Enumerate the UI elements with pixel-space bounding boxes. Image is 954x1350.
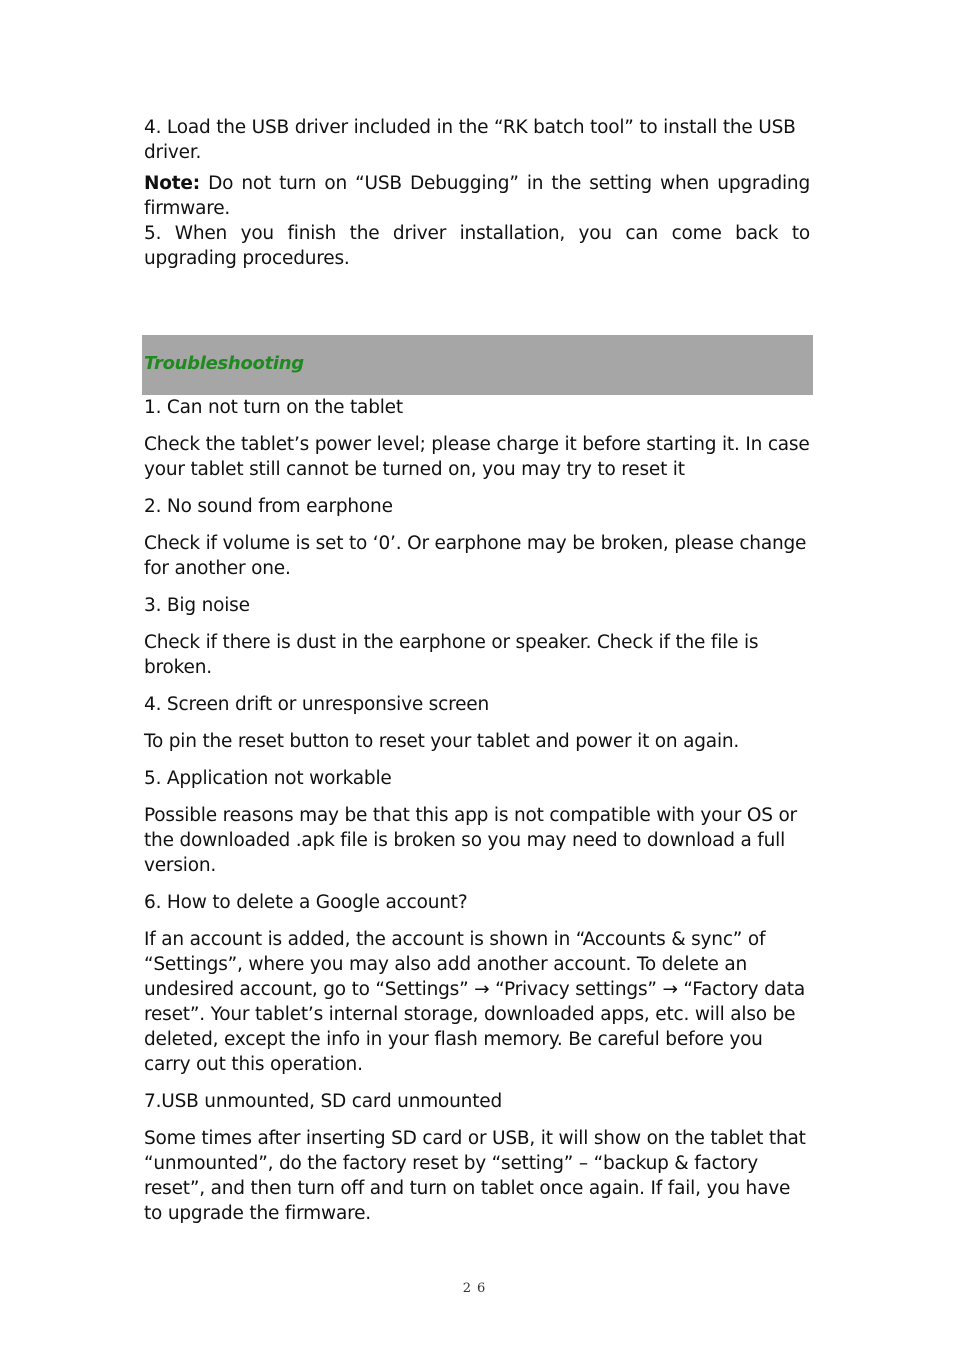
troubleshooting-answer: Check if volume is set to ‘0’. Or earphone may be broken, please change for another one.	[144, 533, 807, 579]
troubleshooting-question: 6. How to delete a Google account?	[144, 892, 468, 913]
troubleshooting-question: 5. Application not workable	[144, 768, 392, 789]
intro-note	[144, 171, 810, 221]
troubleshooting-item	[144, 395, 812, 482]
troubleshooting-answer: If an account is added, the account is shown in “Accounts & sync” of “Settings”, where you may also add another account. To delete an undesired account, go to “Settings” → “Privacy settings” → “Factory data reset”. Your tablet’s internal storage, downloaded apps, etc. will also be deleted, except the info in your flash memory. Be careful before you carry out this operation.	[144, 929, 805, 1075]
intro-step-4: 4. Load the USB driver included in the “RK batch tool” to install the USB driver.	[144, 117, 796, 163]
troubleshooting-question: 1. Can not turn on the tablet	[144, 397, 403, 418]
troubleshooting-answer: Possible reasons may be that this app is not compatible with your OS or the downloaded .apk file is broken so you may need to download a full version.	[144, 805, 797, 876]
section-header-bar	[142, 335, 813, 395]
troubleshooting-item	[144, 766, 812, 878]
troubleshooting-question: 3. Big noise	[144, 595, 250, 616]
note-label: Note:	[144, 173, 200, 194]
troubleshooting-question: 2. No sound from earphone	[144, 496, 393, 517]
section-title: Troubleshooting	[144, 353, 304, 374]
troubleshooting-answer: Check the tablet’s power level; please charge it before starting it. In case your tablet still cannot be turned on, you may try to reset it	[144, 434, 810, 480]
intro-block	[144, 115, 810, 271]
troubleshooting-answer: Check if there is dust in the earphone or speaker. Check if the file is broken.	[144, 632, 759, 678]
troubleshooting-answer: To pin the reset button to reset your tablet and power it on again.	[144, 731, 740, 752]
troubleshooting-item	[144, 692, 812, 754]
note-text: Do not turn on “USB Debugging” in the setting when upgrading firmware.	[144, 173, 810, 219]
troubleshooting-item	[144, 494, 812, 581]
troubleshooting-item	[144, 1089, 812, 1226]
troubleshooting-answer: Some times after inserting SD card or USB, it will show on the tablet that “unmounted”, do the factory reset by “setting” – “backup & factory reset”, and then turn off and turn on tablet once again. If fail, you have to upgrade the firmware.	[144, 1128, 806, 1224]
intro-step-5: 5. When you finish the driver installation, you can come back to upgrading procedures.	[144, 223, 810, 269]
troubleshooting-item	[144, 890, 812, 1077]
page-number: 26	[462, 1281, 492, 1296]
troubleshooting-list	[144, 395, 812, 1226]
troubleshooting-item	[144, 593, 812, 680]
troubleshooting-question: 4. Screen drift or unresponsive screen	[144, 694, 489, 715]
troubleshooting-question: 7.USB unmounted, SD card unmounted	[144, 1091, 502, 1112]
